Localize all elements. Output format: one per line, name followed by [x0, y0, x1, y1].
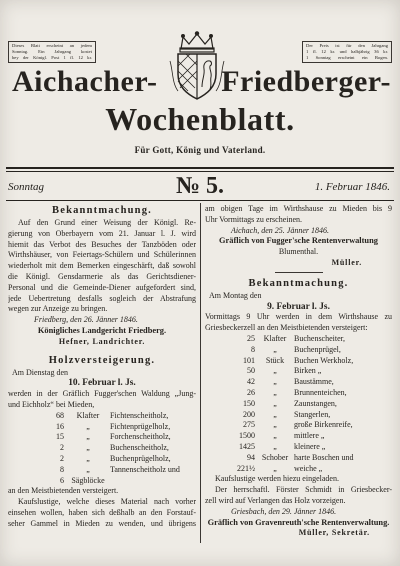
lot-quantity: 42: [247, 377, 255, 387]
lot-unit: „: [86, 464, 90, 474]
lot-quantity: 221½: [237, 463, 255, 473]
subscription-box-right: [302, 41, 392, 63]
text-line: die Königl. Gensdarmerie als das Gerichtsdiener-: [8, 271, 196, 281]
box-line: 1 Sonntag erscheint ein Bogen.: [306, 55, 388, 60]
title-aichacher: Aichacher-: [12, 65, 158, 98]
lot-name: Baustämme,: [294, 377, 334, 387]
lot-name: Tannenscheitholz und: [110, 464, 180, 474]
box-line: Der Preis ist für den Jahrgang: [306, 43, 388, 48]
lot-quantity: 16: [56, 421, 64, 431]
lot-item: [205, 334, 392, 345]
title-wochenblatt: Wochenblatt.: [105, 101, 295, 137]
lot-unit: „: [273, 366, 277, 376]
lot-item: [8, 432, 196, 443]
lot-unit: Stück: [265, 355, 285, 365]
text-line: Uhr Vormittags zu erscheinen.: [205, 214, 303, 224]
lot-item: [205, 453, 392, 464]
lot-quantity: 275: [243, 420, 255, 430]
lot-unit: „: [273, 344, 277, 354]
lot-quantity: 8: [60, 464, 64, 474]
lot-unit: „: [273, 377, 277, 387]
text-line: Griesbeckerzell an den Meistbietenden versteigert:: [205, 323, 368, 333]
lot-unit: „: [86, 443, 90, 453]
masthead-rule: [6, 167, 394, 169]
lot-item: [8, 476, 196, 487]
lot-item: [205, 345, 392, 356]
lot-item: [8, 411, 196, 422]
lot-name: Buchenprügel,: [294, 344, 341, 354]
lot-quantity: 25: [247, 333, 255, 343]
place-date: Griesbach, den 29. Jänner 1846.: [231, 506, 337, 516]
text-line: werden in der Gräflich Fugger'schen Waldung „Jung-: [8, 389, 196, 399]
text-line: Der herrschaftl. Förster Schmidt in Griesbecker-: [215, 485, 392, 495]
auction-day: Am Montag den: [209, 290, 262, 300]
lot-unit: „: [273, 420, 277, 430]
text-line: hiemit das Verbot des Besuches der Tanzböden oder: [8, 239, 196, 249]
lot-quantity: 94: [247, 452, 255, 462]
text-line: Kaufslustige werden hiezu eingeladen.: [215, 474, 339, 484]
issuing-authority: Gräflich von Fugger'sche Rentenverwaltung: [219, 236, 378, 246]
lot-quantity: 150: [243, 398, 255, 408]
lot-name: harte Boschen und: [294, 452, 354, 462]
text-line: wegen zur Anzeige zu bringen.: [8, 304, 108, 314]
coat-of-arms-icon: [168, 31, 226, 101]
lot-unit: „: [86, 453, 90, 463]
lot-item: [205, 420, 392, 431]
lot-quantity: 26: [247, 387, 255, 397]
lot-name: Birken „: [294, 366, 322, 376]
lot-quantity: 6: [60, 475, 64, 485]
lot-item: [205, 410, 392, 421]
lot-item: [8, 465, 196, 476]
subscription-box-left: [8, 41, 96, 63]
signature: Müller, Sekretär.: [298, 528, 370, 538]
text-line: an den Meistbietenden versteigert.: [8, 486, 119, 496]
notice-heading: Bekanntmachung.: [52, 205, 152, 216]
text-line: jede Uebertretung desfalls sogleich der Abstrafung: [8, 293, 196, 303]
lot-name: Stangerlen,: [294, 409, 331, 419]
lot-name: weiche „: [294, 463, 323, 473]
issuing-authority: Gräflich von Gravenreuth'sche Rentenverwaltung.: [207, 517, 390, 527]
lot-quantity: 1500: [239, 431, 255, 441]
box-line: Dieses Blatt erscheint an jedem: [12, 43, 92, 48]
place-date: Aichach, den 25. Jänner 1846.: [231, 225, 329, 235]
lot-item: [205, 356, 392, 367]
text-line: Auf den Grund einer Weisung der Königl. Re-: [18, 218, 196, 227]
lot-item: [8, 443, 196, 454]
lot-item: [8, 454, 196, 465]
lot-item: [205, 431, 392, 442]
lot-unit: „: [273, 431, 277, 441]
lot-item: [205, 399, 392, 410]
auction-date: 9. Februar l. Js.: [267, 301, 330, 312]
text-line: wiederholt mit dem Bemerken eingeschärft, daß sowohl: [8, 261, 196, 271]
dateline-rule: [6, 200, 394, 201]
signature: Müller.: [331, 257, 362, 267]
notice-heading: Bekanntmachung.: [248, 277, 349, 289]
box-line: Sonntag. Ein Jahrgang kostet: [12, 49, 92, 54]
lot-name: Buchenprügelholz,: [110, 453, 171, 463]
right-column: [205, 204, 392, 544]
place-date: Friedberg, den 26. Jänner 1846.: [34, 315, 138, 325]
text-line: zell wird auf Verlangen das Holz vorzeigen.: [205, 495, 346, 505]
lot-unit: Sägblöcke: [71, 475, 105, 485]
separator-rule: [205, 269, 392, 277]
text-line: Personal und die Gemeinde-Diener aufgefordert sind,: [8, 282, 196, 292]
auction-day: Am Dienstag den: [12, 367, 68, 377]
lot-quantity: 101: [243, 355, 255, 365]
lot-unit: Klafter: [76, 410, 100, 420]
issue-date: 1. Februar 1846.: [314, 181, 390, 193]
lot-quantity: 200: [243, 409, 255, 419]
issue-number: № 5.: [175, 173, 225, 199]
lot-name: Zaunstangen,: [294, 398, 337, 408]
lot-quantity: 8: [251, 344, 255, 354]
lot-unit: „: [273, 398, 277, 408]
lot-quantity: 2: [60, 453, 64, 463]
lot-unit: „: [273, 387, 277, 397]
motto: Für Gott, König und Vaterland.: [134, 145, 266, 155]
text-line: Wirthshäuser, von Feiertags-Schülern und Schülerinnen: [8, 250, 196, 260]
lot-name: Buchenscheitholz,: [110, 443, 169, 453]
lot-quantity: 50: [247, 366, 255, 376]
text-line: am obigen Tage im Wirthshause zu Mieden bis 9: [205, 204, 392, 213]
column-divider: [200, 203, 201, 543]
text-line: und Eichholz“ bei Mieden,: [8, 399, 95, 409]
lot-name: kleinere „: [294, 441, 326, 451]
lot-name: Fichtenscheitholz,: [110, 410, 169, 420]
lot-unit: „: [273, 441, 277, 451]
lot-unit: „: [273, 463, 277, 473]
signature: Hefner, Landrichter.: [58, 336, 146, 346]
lot-unit: Klafter: [263, 333, 287, 343]
text-line: Vormittags 9 Uhr werden in dem Wirthshause zu: [205, 312, 392, 322]
office-name: Blumenthal.: [278, 247, 319, 257]
lot-name: mittlere „: [294, 431, 325, 441]
lot-item: [205, 388, 392, 399]
lot-name: Brunnenteichen,: [294, 387, 347, 397]
lot-item: [205, 366, 392, 377]
lot-unit: „: [273, 409, 277, 419]
lot-unit: „: [86, 421, 90, 431]
lot-item: [205, 464, 392, 475]
lot-unit: Schober: [261, 452, 289, 462]
issuing-authority: Königliches Landgericht Friedberg.: [37, 325, 167, 335]
auction-date: 10. Februar l. Js.: [68, 378, 136, 389]
title-friedberger: Friedberger-: [221, 65, 391, 98]
lot-quantity: 2: [60, 443, 64, 453]
lot-item: [205, 442, 392, 453]
lot-unit: „: [86, 432, 90, 442]
lot-quantity: 68: [56, 410, 64, 420]
text-line: gierung von Oberbayern vom 21. Januar l. J. wird: [8, 228, 196, 238]
text-line: seher Gammel in Mieden zu wenden, und übrigens: [8, 518, 196, 528]
box-line: bey der Königl. Post 1 fl. 12 kr.: [12, 55, 92, 60]
lot-name: Fichtenprügelholz,: [110, 421, 171, 431]
text-line: einsehen wollen, haben sich deßhalb an den Forstauf-: [8, 507, 196, 517]
left-column: [8, 204, 196, 544]
box-line: 1 fl. 12 kr. und halbjährig 36 kr.: [306, 49, 388, 54]
lot-item: [205, 377, 392, 388]
lot-name: große Birkenreife,: [294, 420, 353, 430]
text-line: Kaufslustige, welche dieses Material nach vorher: [18, 497, 196, 507]
lot-name: Forchenscheitholz,: [110, 432, 171, 442]
lot-name: Buchenscheiter,: [294, 333, 345, 343]
lot-item: [8, 422, 196, 433]
lot-quantity: 1425: [239, 441, 255, 451]
weekday: Sonntag: [8, 181, 45, 193]
lot-name: Buchen Werkholz,: [294, 355, 354, 365]
auction-heading: Holzversteigerung.: [48, 354, 156, 366]
lot-quantity: 15: [56, 432, 64, 442]
